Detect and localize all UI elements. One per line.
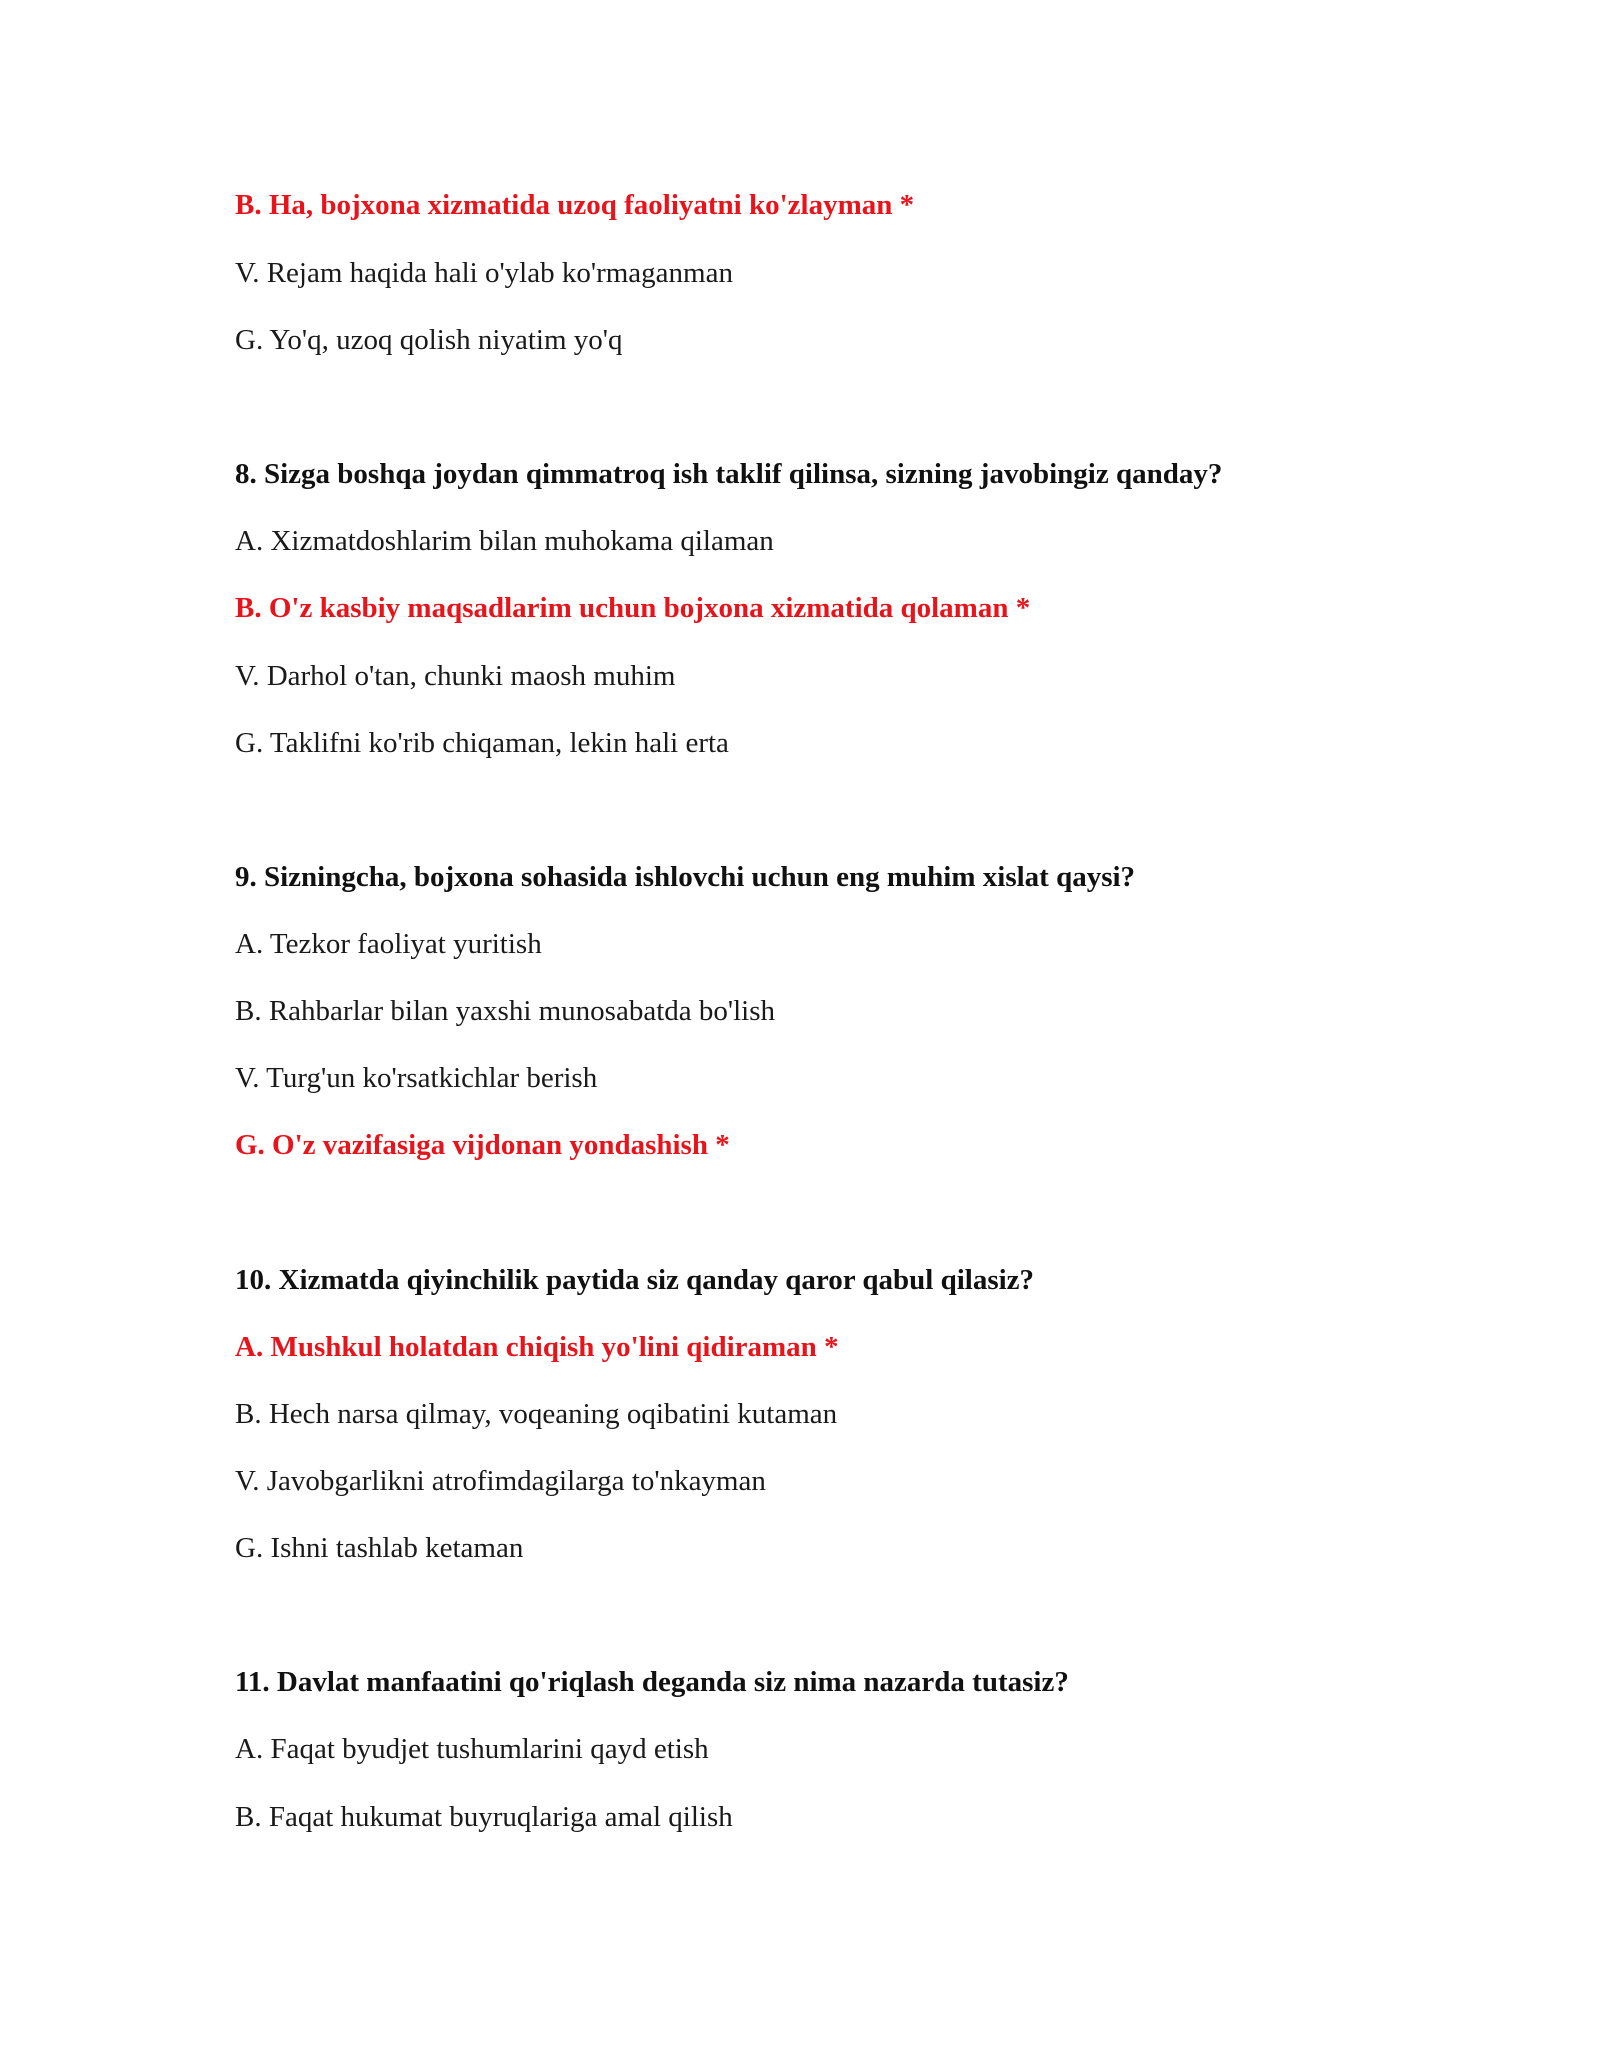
answer-option: G. Ishni tashlab ketaman [235, 1532, 524, 1564]
answer-option: V. Turg'un ko'rsatkichlar berish [235, 1062, 598, 1094]
answer-option: B. Faqat hukumat buyruqlariga amal qilish [235, 1801, 733, 1833]
answer-option-correct: A. Mushkul holatdan chiqish yo'lini qidiraman * [235, 1331, 839, 1363]
question-heading: 8. Sizga boshqa joydan qimmatroq ish taklif qilinsa, sizning javobingiz qanday? [235, 458, 1223, 490]
question-heading: 11. Davlat manfaatini qo'riqlash deganda siz nima nazarda tutasiz? [235, 1666, 1069, 1698]
answer-option: G. Taklifni ko'rib chiqaman, lekin hali erta [235, 727, 729, 759]
question-heading: 9. Sizningcha, bojxona sohasida ishlovchi uchun eng muhim xislat qaysi? [235, 861, 1136, 893]
answer-option: V. Darhol o'tan, chunki maosh muhim [235, 660, 676, 692]
answer-option: B. Hech narsa qilmay, voqeaning oqibatini kutaman [235, 1398, 838, 1430]
answer-option: A. Xizmatdoshlarim bilan muhokama qilaman [235, 525, 774, 557]
answer-option: V. Javobgarlikni atrofimdagilarga to'nkayman [235, 1465, 766, 1497]
answer-option: V. Rejam haqida hali o'ylab ko'rmaganman [235, 257, 733, 289]
answer-option: B. Rahbarlar bilan yaxshi munosabatda bo'lish [235, 995, 776, 1027]
answer-option-correct: B. Ha, bojxona xizmatida uzoq faoliyatni ko'zlayman * [235, 189, 915, 221]
answer-option-correct: B. O'z kasbiy maqsadlarim uchun bojxona xizmatida qolaman * [235, 592, 1031, 624]
question-heading: 10. Xizmatda qiyinchilik paytida siz qanday qaror qabul qilasiz? [235, 1264, 1035, 1296]
answer-option: G. Yo'q, uzoq qolish niyatim yo'q [235, 324, 623, 356]
answer-option: A. Tezkor faoliyat yuritish [235, 928, 542, 960]
answer-option-correct: G. O'z vazifasiga vijdonan yondashish * [235, 1129, 730, 1161]
answer-option: A. Faqat byudjet tushumlarini qayd etish [235, 1733, 709, 1765]
